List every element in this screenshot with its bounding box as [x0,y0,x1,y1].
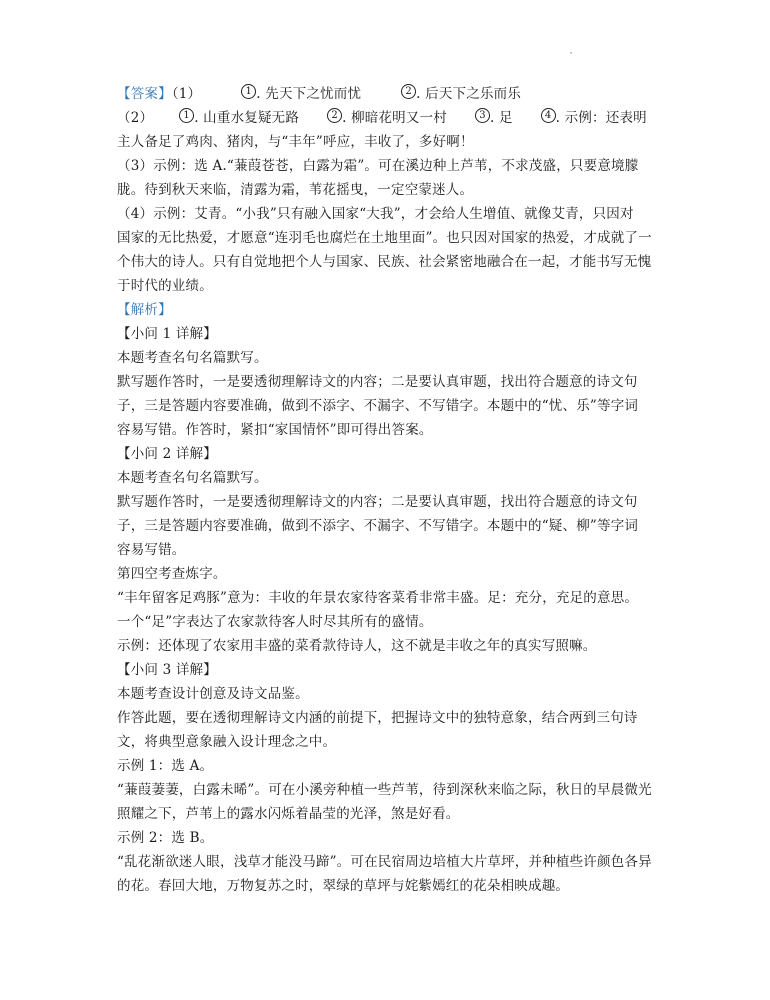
analysis-line: 示例：还体现了农家用丰盛的菜肴款待诗人，这不就是丰收之年的真实写照嘛。 [117,638,597,654]
q4-answer-line: 个伟大的诗人。只有自觉地把个人与国家、民族、社会紧密地融合在一起，才能书写无愧 [117,254,652,270]
q1-answer-1: . 先天下之忧而忧 [256,86,362,102]
analysis-tag: 【解析】 [117,302,172,318]
q2-answer-2: . 柳暗花明又一村 [342,110,447,126]
answer-q2-line [117,106,647,130]
analysis-line: 容易写错。 [117,542,186,558]
circled-number: 1 [241,84,256,99]
circled-number: 3 [475,108,490,123]
q4-answer-line: 国家的无比热爱，才愿意“连羽毛也腐烂在土地里面”。也只因对国家的热爱，才成就了一 [117,230,652,246]
analysis-line: 【小问 1 详解】 [117,326,217,342]
circled-number: 4 [541,108,556,123]
analysis-line: 作答此题，要在透彻理解诗文内涵的前提下，把握诗文中的独特意象，结合两到三句诗 [117,710,638,726]
page-mark [570,52,572,54]
analysis-line: 的花。春回大地，万物复苏之时，翠绿的草坪与姹紫嫣红的花朵相映成趣。 [117,878,570,894]
analysis-line: “乱花渐欲迷人眼，浅草才能没马蹄”。可在民宿周边培植大片草坪，并种植些许颜色各异 [117,854,652,870]
analysis-line: 文，将典型意象融入设计理念之中。 [117,734,337,750]
analysis-line: 一个“足”字表达了农家款待客人时尽其所有的盛情。 [117,614,433,630]
circled-number: 2 [401,84,416,99]
analysis-line: “蒹葭萋萋，白露未晞”。可在小溪旁种植一些芦苇，待到深秋来临之际，秋日的早晨微光 [117,782,652,798]
analysis-line: 容易写错。作答时，紧扣“家国情怀”即可得出答案。 [117,422,433,438]
answer-q1-line [117,82,521,106]
q2-prefix: （2） [117,110,154,126]
answer-tag: 【答案】 [117,86,172,102]
analysis-line: 【小问 2 详解】 [117,446,217,462]
q4-answer-line: 于时代的业绩。 [117,278,213,294]
circled-number: 1 [179,108,194,123]
analysis-line: 第四空考查炼字。 [117,566,227,582]
q1-answer-2: . 后天下之乐而乐 [416,86,522,102]
q2-answer-3: . 足 [489,110,513,126]
q2-answer-4: . 示例：还表明 [555,110,647,126]
analysis-line: 示例 1：选 A。 [117,758,214,774]
analysis-line: “丰年留客足鸡豚”意为：丰收的年景农家待客菜肴非常丰盛。足：充分，充足的意思。 [117,590,639,606]
analysis-line: 默写题作答时，一是要透彻理解诗文的内容；二是要认真审题，找出符合题意的诗文句 [117,494,638,510]
analysis-line: 子，三是答题内容要准确，做到不添字、不漏字、不写错字。本题中的“忧、乐”等字词 [117,398,639,414]
analysis-line: 示例 2：选 B。 [117,830,214,846]
q1-prefix: （1） [171,86,202,102]
analysis-line: 【小问 3 详解】 [117,662,217,678]
analysis-line: 本题考查名句名篇默写。 [117,350,268,366]
analysis-line: 本题考查名句名篇默写。 [117,470,268,486]
analysis-line: 本题考查设计创意及诗文品鉴。 [117,686,309,702]
q4-answer-line: （4）示例：艾青。“小我”只有融入国家“大我”，才会给人生增值、就像艾青，只因对 [117,206,634,222]
analysis-line: 默写题作答时，一是要透彻理解诗文的内容；二是要认真审题，找出符合题意的诗文句 [117,374,638,390]
q3-answer-line: 胧。待到秋天来临，清露为霜，苇花摇曳，一定空蒙迷人。 [117,182,474,198]
analysis-line: 照耀之下，芦苇上的露水闪烁着晶莹的光泽，煞是好看。 [117,806,460,822]
q2-continuation: 主人备足了鸡肉、猪肉，与“丰年”呼应，丰收了，多好啊！ [117,134,474,150]
analysis-line: 子，三是答题内容要准确，做到不添字、不漏字、不写错字。本题中的“疑、柳”等字词 [117,518,639,534]
circled-number: 2 [327,108,342,123]
q2-answer-1: . 山重水复疑无路 [194,110,300,126]
q3-answer-line: （3）示例：选 A.“蒹葭苍苍，白露为霜”。可在溪边种上芦苇，不求茂盛，只要意境朦 [117,158,639,174]
